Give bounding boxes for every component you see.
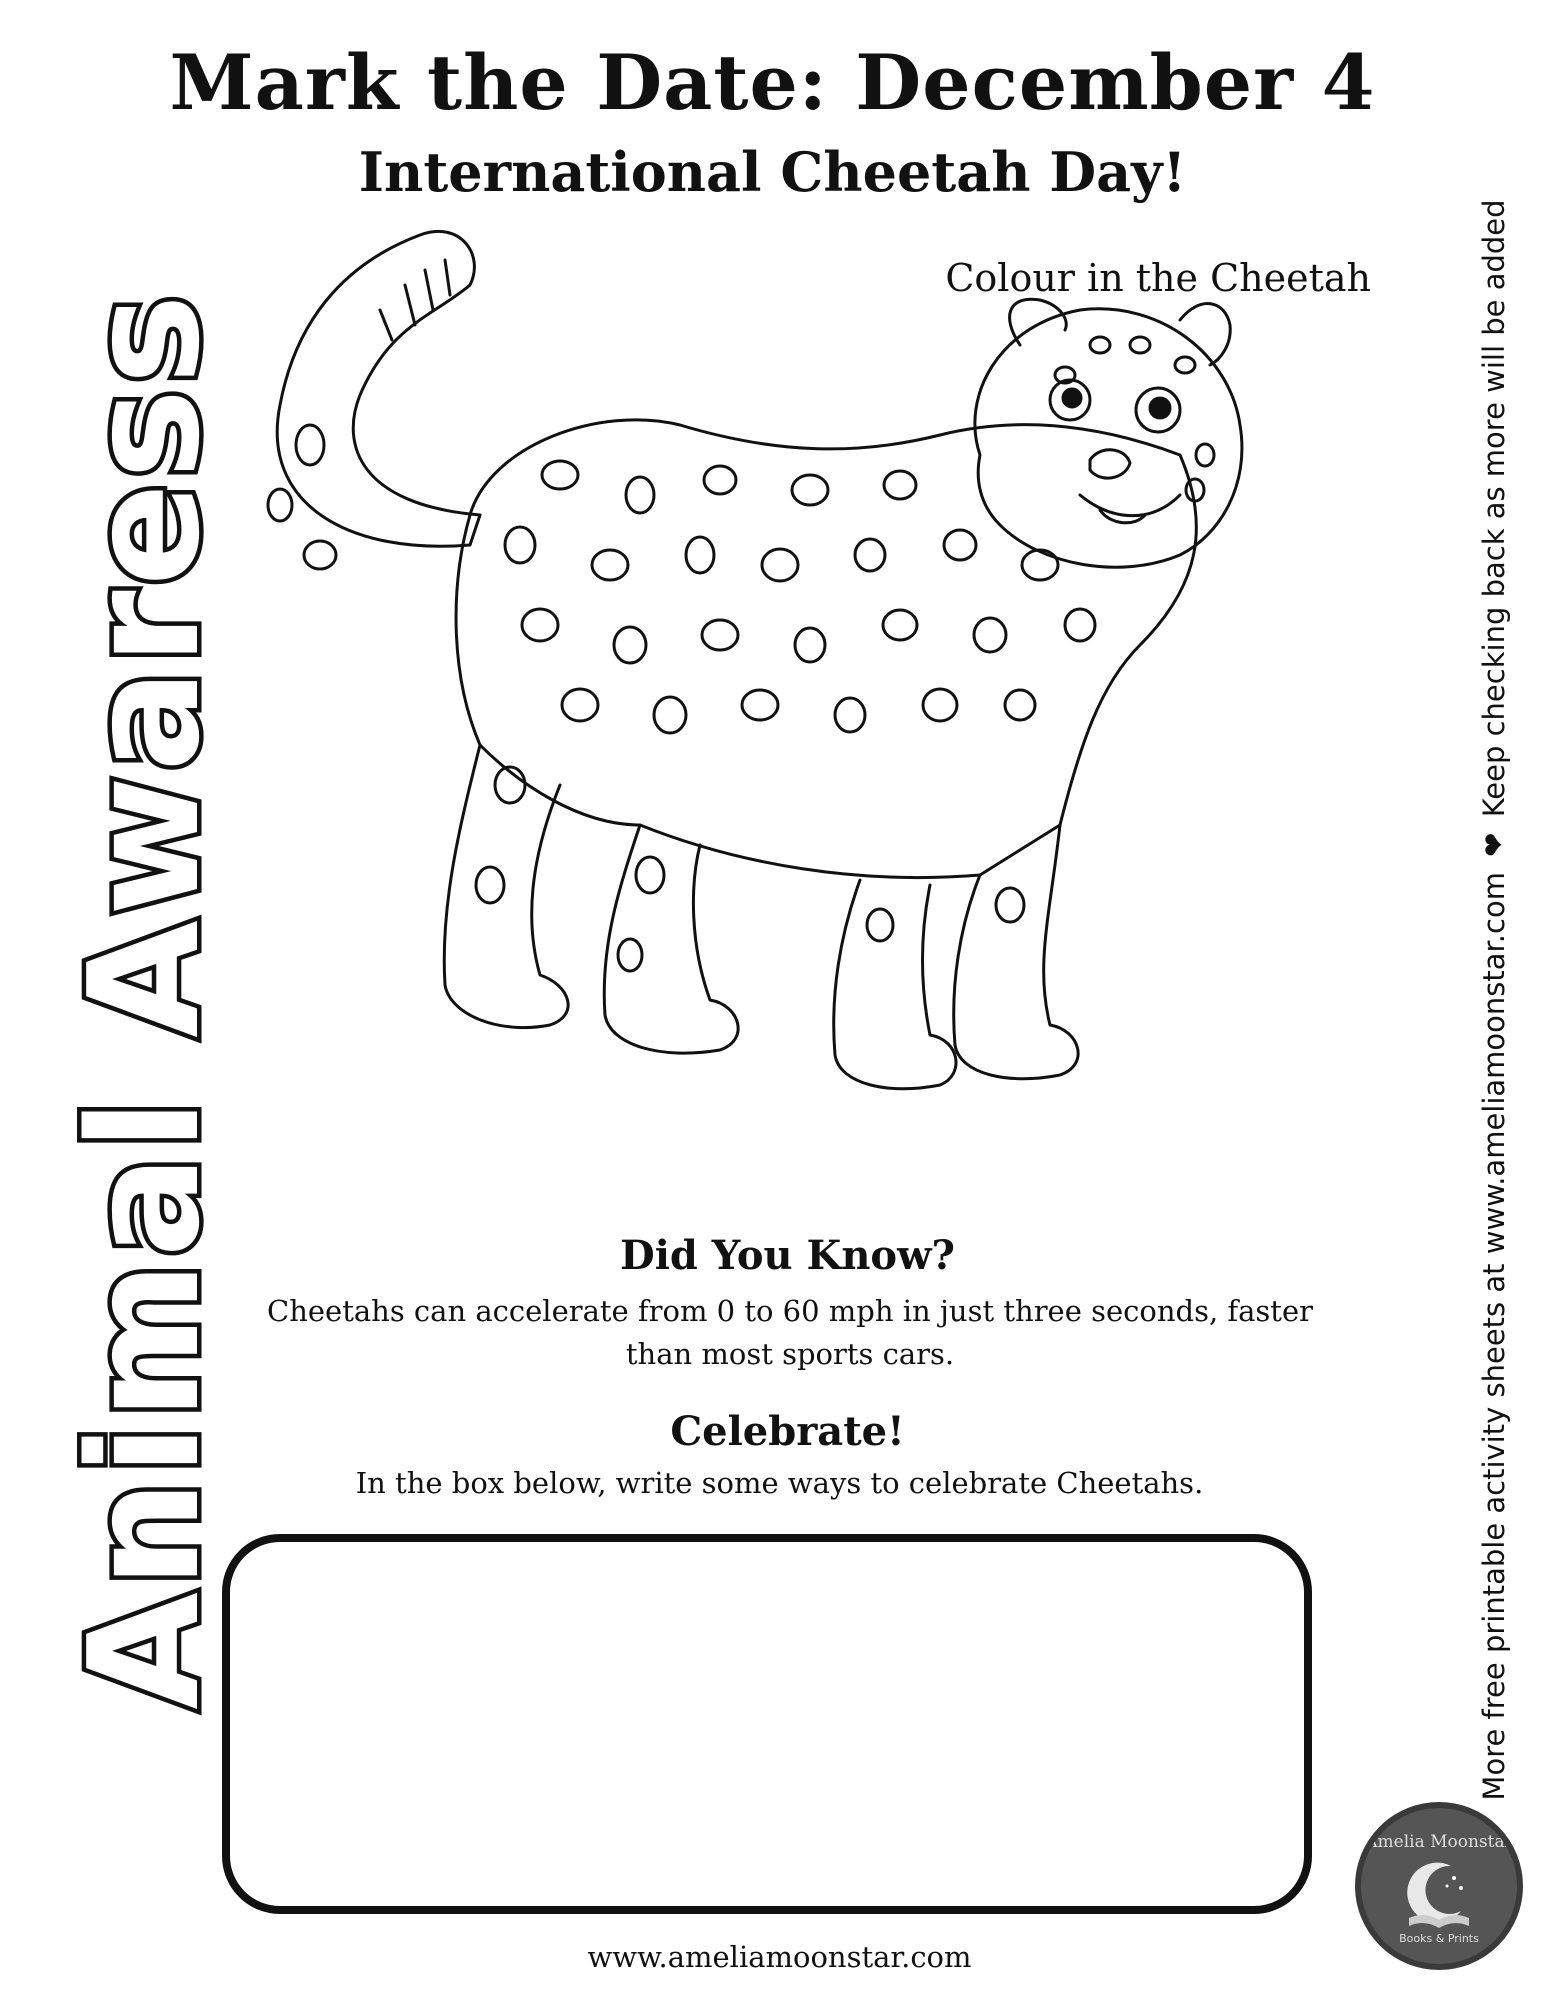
colour-instruction: Colour in the Cheetah — [945, 256, 1371, 300]
moon-book-icon — [1399, 1856, 1479, 1936]
did-you-know-text: Cheetahs can accelerate from 0 to 60 mph in just three seconds, faster than most sports cars. — [267, 1294, 1313, 1371]
page-subtitle: International Cheetah Day! — [358, 140, 1187, 204]
note-text-after: Keep checking back as more will be added — [1477, 199, 1511, 818]
cheetah-leg-front — [954, 825, 1078, 1079]
logo-name: Amelia Moonstar — [1365, 1832, 1513, 1852]
cheetah-illustration — [220, 225, 1320, 1225]
writing-box[interactable] — [222, 1534, 1312, 1914]
note-text-before: More free printable activity sheets at www.ameliamoonstar.com — [1477, 872, 1511, 1801]
cheetah-tail — [277, 231, 480, 546]
heart-icon: ❤ — [1477, 832, 1511, 857]
page-title: Mark the Date: December 4 — [169, 38, 1376, 127]
cheetah-leg-back2 — [604, 825, 738, 1053]
footer-url: www.ameliamoonstar.com — [587, 1940, 972, 1974]
did-you-know-heading: Did You Know? — [620, 1232, 955, 1279]
cheetah-leg-back — [444, 745, 568, 1028]
cheetah-leg-front2 — [834, 880, 956, 1089]
vertical-note — [1474, 120, 1514, 1880]
vertical-title: Animal Awaress — [56, 290, 233, 1710]
cheetah-spots — [268, 337, 1214, 971]
celebrate-instruction: In the box below, write some ways to celebrate Cheetahs. — [355, 1466, 1204, 1500]
logo-tagline: Books & Prints — [1399, 1932, 1479, 1945]
celebrate-heading: Celebrate! — [670, 1408, 905, 1455]
brand-logo — [1355, 1802, 1523, 1970]
